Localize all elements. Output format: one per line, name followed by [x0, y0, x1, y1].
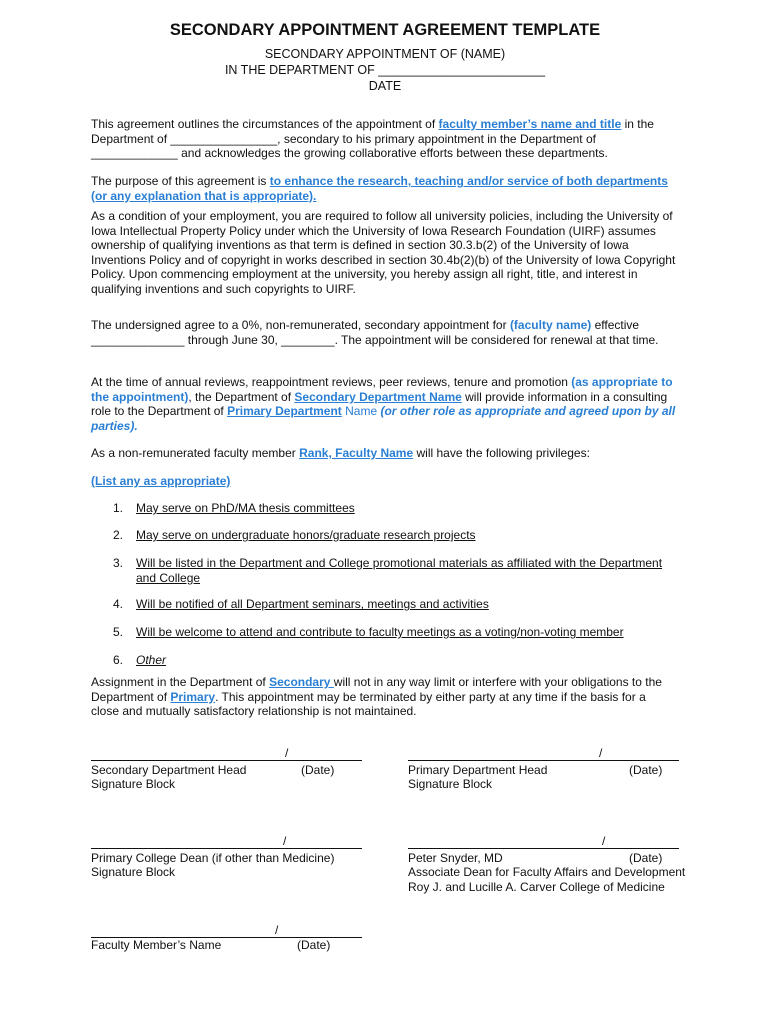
list-number: 1. [113, 501, 124, 515]
list-item [91, 597, 676, 612]
list-text: Will be listed in the Department and College promotional materials as affiliated with the Department and College [136, 555, 663, 585]
signature-line-college-dean[interactable] [91, 848, 362, 849]
subtitle-date: DATE [368, 79, 402, 93]
list-number: 6. [113, 652, 124, 667]
placeholder-appropriate: (as appropriate to the appointment) [91, 375, 673, 404]
signature-line-associate-dean[interactable] [408, 848, 679, 849]
list-item [91, 625, 676, 640]
list-item [91, 501, 676, 516]
text: will provide information in a consulting role to the Department of [91, 389, 668, 419]
text: This agreement outlines the circumstances of the appointment of [91, 117, 439, 131]
list-text: May serve on PhD/MA thesis committees [136, 501, 355, 515]
college-dean-signature-block: Signature Block [91, 865, 176, 879]
placeholder-primary-dept[interactable]: Primary Department [227, 404, 342, 419]
text: . This appointment may be terminated by either party at any time if the basis for a close and mutually satisfactory relationship is not maintained. [91, 689, 646, 719]
document-title: SECONDARY APPOINTMENT AGREEMENT TEMPLATE [169, 21, 601, 39]
placeholder-other-role: (or other role as appropriate and agreed upon by all parties). [91, 404, 676, 433]
paragraph-reviews [91, 375, 676, 433]
list-item [91, 556, 676, 585]
list-text: Other [136, 652, 167, 667]
subtitle-department: IN THE DEPARTMENT OF ________________________ [224, 63, 546, 77]
paragraph-purpose [91, 174, 676, 203]
text: At the time of annual reviews, reappointment reviews, peer reviews, tenure and promotion [91, 375, 572, 389]
paragraph-assignment [91, 675, 676, 719]
list-text: May serve on undergraduate honors/graduate research projects [136, 527, 476, 542]
placeholder-faculty-name-title[interactable]: faculty member’s name and title [438, 117, 622, 131]
list-text: Will be notified of all Department seminars, meetings and activities [136, 597, 489, 612]
placeholder-list[interactable]: (List any as appropriate) [91, 474, 231, 488]
signature-line-primary-head[interactable] [408, 760, 679, 761]
placeholder-rank-faculty-name[interactable]: Rank, Faculty Name [299, 446, 414, 460]
paragraph-outline [91, 117, 676, 161]
signature-slash: / [275, 923, 279, 937]
text: in the Department of ________________, secondary to his primary appointment in the Department of _____________ and acknowledges the growing collaborative efforts between these departments. [91, 117, 654, 161]
signature-line-secondary-head[interactable] [91, 760, 362, 761]
faculty-member-date: (Date) [297, 938, 331, 952]
secondary-head-signature-block: Signature Block [91, 777, 176, 791]
list-heading [91, 474, 676, 489]
list-number: 2. [113, 527, 124, 542]
text: As a non-remunerated faculty member [91, 446, 300, 460]
text: The purpose of this agreement is [91, 174, 270, 188]
primary-head-date: (Date) [629, 763, 663, 777]
placeholder-faculty-name: (faculty name) [509, 318, 592, 332]
text: effective ______________ through June 30, ________. The appointment will be considered for renewal at that time. [91, 318, 659, 347]
placeholder-purpose[interactable]: to enhance the research, teaching and/or service of both departments (or any explanation that is appropriate). [91, 174, 668, 203]
associate-dean-date: (Date) [629, 851, 663, 865]
associate-dean-college: Roy J. and Lucille A. Carver College of Medicine [408, 880, 665, 894]
list-item [91, 653, 676, 668]
list-number: 5. [113, 625, 124, 640]
list-text: Will be welcome to attend and contribute to faculty meetings as a voting/non-voting member [136, 625, 624, 640]
placeholder-primary-dept-name: Name [341, 404, 378, 419]
placeholder-secondary[interactable]: Secondary [269, 675, 334, 689]
privileges-list [91, 501, 676, 668]
text: will not in any way limit or interfere with your obligations to the Department of [91, 675, 662, 704]
list-item [91, 528, 676, 543]
secondary-head-label: Secondary Department Head [91, 763, 247, 777]
list-number: 4. [113, 597, 124, 612]
college-dean-label: Primary College Dean (if other than Medicine) [91, 851, 335, 865]
associate-dean-name: Peter Snyder, MD [408, 851, 503, 865]
signature-slash: / [599, 746, 603, 760]
placeholder-primary[interactable]: Primary [170, 689, 216, 704]
text: , the Department of [188, 389, 295, 404]
text: Assignment in the Department of [91, 675, 270, 689]
signature-slash: / [602, 834, 606, 848]
text: will have the following privileges: [413, 446, 590, 460]
faculty-member-label: Faculty Member’s Name [91, 938, 222, 952]
paragraph-conditions: As a condition of your employment, you are required to follow all university policies, including the University of Iowa Intellectual Property Policy under which the University of Iowa Research Foundation (UIRF) assumes ownership of qualifying inventions as that term is defined in section 30.3.b(2) of the University of Iowa Inventions Policy and of copyright in works described in section 30.4b(2)(b) of the University of Iowa Copyright Policy. Upon commencing employment at the university, you hereby assign all right, title, and interest in qualifying inventions and such copyrights to UIRF. [91, 209, 676, 296]
primary-head-label: Primary Department Head [408, 763, 548, 777]
signature-slash: / [283, 834, 287, 848]
text: The undersigned agree to a 0%, non-remunerated, secondary appointment for [91, 318, 510, 332]
placeholder-secondary-dept-name[interactable]: Secondary Department Name [294, 389, 462, 404]
primary-head-signature-block: Signature Block [408, 777, 493, 791]
paragraph-appointment [91, 318, 676, 347]
secondary-head-date: (Date) [301, 763, 335, 777]
list-number: 3. [113, 555, 124, 570]
subtitle-appointment: SECONDARY APPOINTMENT OF (NAME) [264, 47, 506, 61]
paragraph-privileges-intro [91, 446, 676, 461]
associate-dean-title: Associate Dean for Faculty Affairs and Development [408, 865, 686, 879]
signature-slash: / [285, 746, 289, 760]
